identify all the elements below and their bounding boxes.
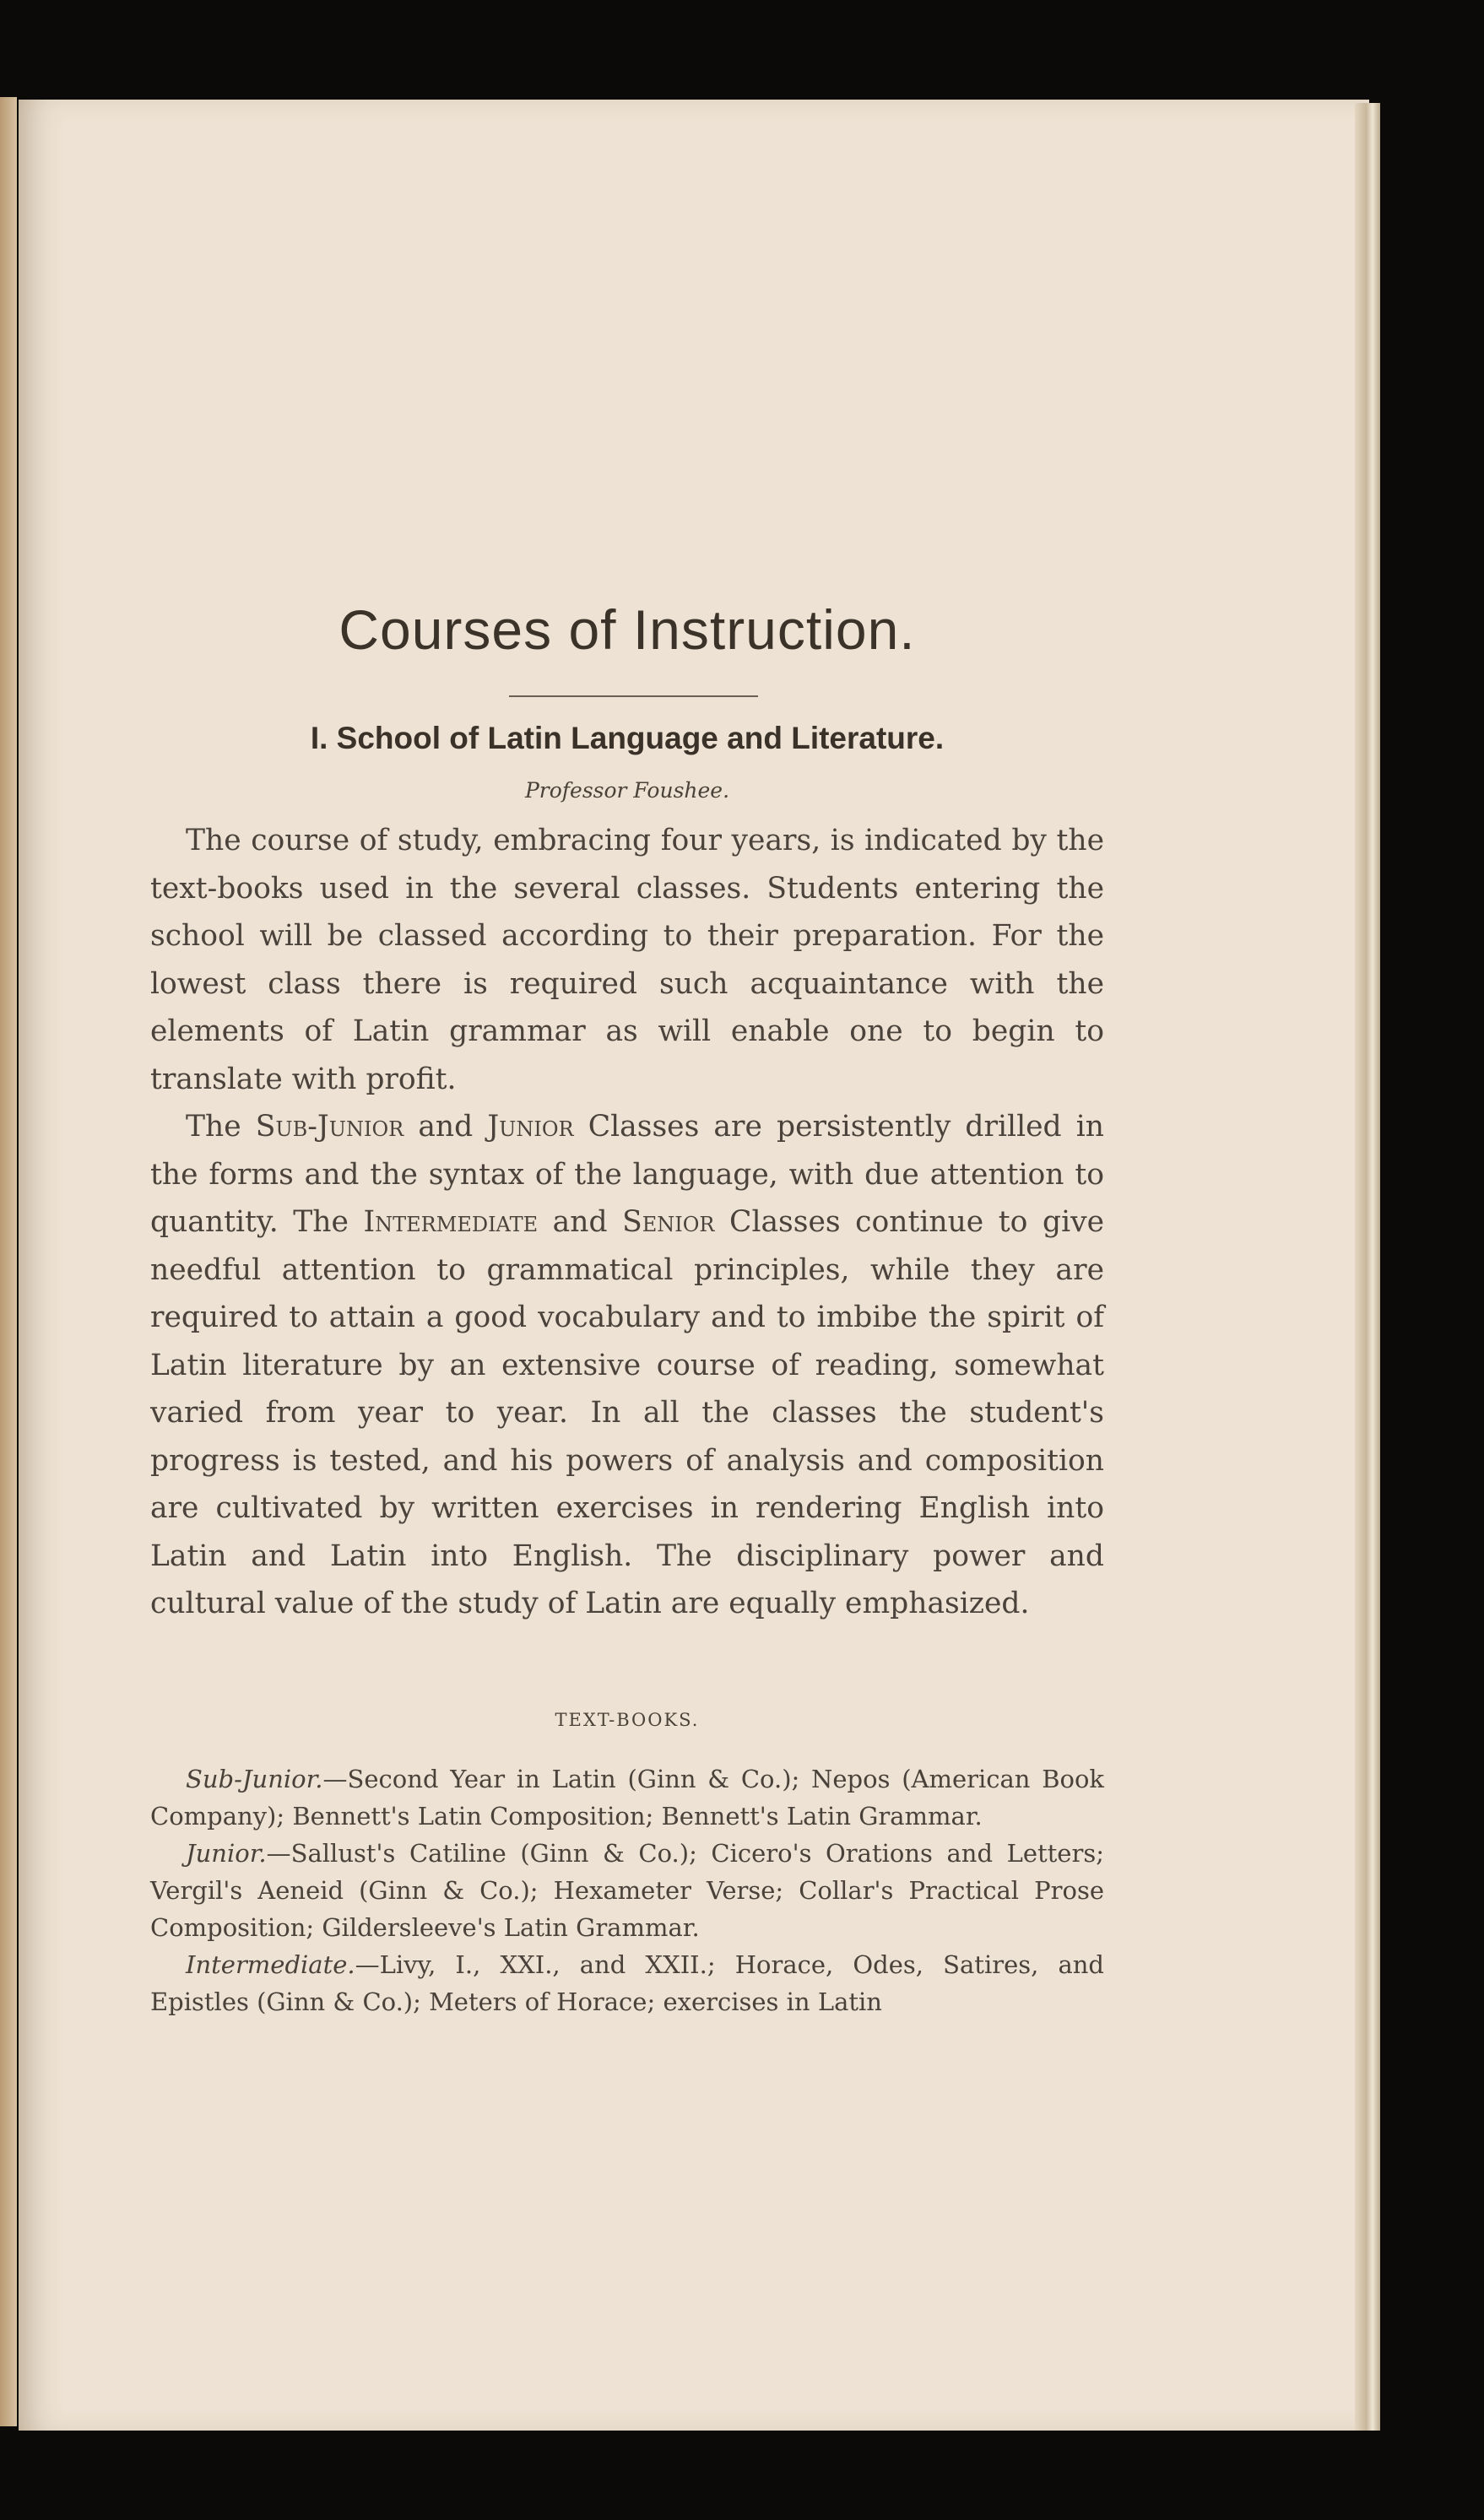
textbook-entry-text: —Second Year in Latin (Ginn & Co.); Nepos (American Book Company); Bennett's Latin Composition; Bennett's Latin Grammar. [150,1765,1104,1831]
textbook-entry [150,1760,1104,1835]
class-name-intermediate: Intermediate [363,1205,539,1239]
paragraph-2-text-e: Classes continue to give needful attention to grammatical principles, while they are required to attain a good vocabulary and to imbibe the spirit of Latin literature by an extensive course of reading, somewhat varied from year to year. In all the classes the student's progress is tested, and his powers of analysis and composition are cultivated by written exercises in rendering English into Latin and Latin into English. The disciplinary power and cultural value of the study of Latin are equally emphasized. [150,1205,1105,1620]
paragraph-2-text-d: and [538,1205,623,1239]
textbook-class-label: Intermediate. [186,1950,355,1979]
textbook-entry-text: —Sallust's Catiline (Ginn & Co.); Cicero's Orations and Letters; Vergil's Aeneid (Ginn & Co.); Hexameter Verse; Collar's Practical Prose Composition; Gildersleeve's Latin Grammar. [150,1839,1104,1942]
body-text [150,817,1104,1628]
section-heading: I. School of Latin Language and Literature. [310,721,945,755]
book-page [19,100,1369,2431]
class-name-junior: Junior [487,1110,574,1144]
class-name-senior: Senior [622,1205,715,1239]
textbook-entry-text: —Livy, I., XXI., and XXII.; Horace, Odes, Satires, and Epistles (Ginn & Co.); Meters of Horace; exercises in Latin [150,1950,1104,2016]
page-title: Courses of Instruction. [339,598,916,661]
class-name-sub-junior: Sub-Junior [255,1110,404,1144]
paragraph-2-text-a: The [186,1110,256,1144]
paragraph-2 [150,1103,1104,1628]
textbook-entry [150,1835,1104,1946]
paragraph-2-text-b: and [403,1110,488,1144]
page-stack-edge [1355,103,1380,2431]
textbooks-list [150,1760,1104,2020]
textbook-entry [150,1946,1104,2020]
title-rule [509,695,758,697]
facing-page-edge [0,97,17,2426]
textbook-class-label: Junior. [186,1839,267,1868]
textbook-class-label: Sub-Junior. [186,1765,323,1793]
professor-name: Professor Foushee. [524,778,730,803]
paragraph-2-text-c: Classes are persistently drilled in the forms and the syntax of the language, with due attention to quantity. The [150,1110,1104,1239]
textbooks-heading: TEXT-BOOKS. [555,1710,700,1730]
paragraph-1: The course of study, embracing four years, is indicated by the text-books used in the several classes. Students entering the school will be classed according to their preparation. For the lowest class there is required such acquaintance with the elements of Latin grammar as will enable one to begin to translate with profit. [150,824,1104,1096]
